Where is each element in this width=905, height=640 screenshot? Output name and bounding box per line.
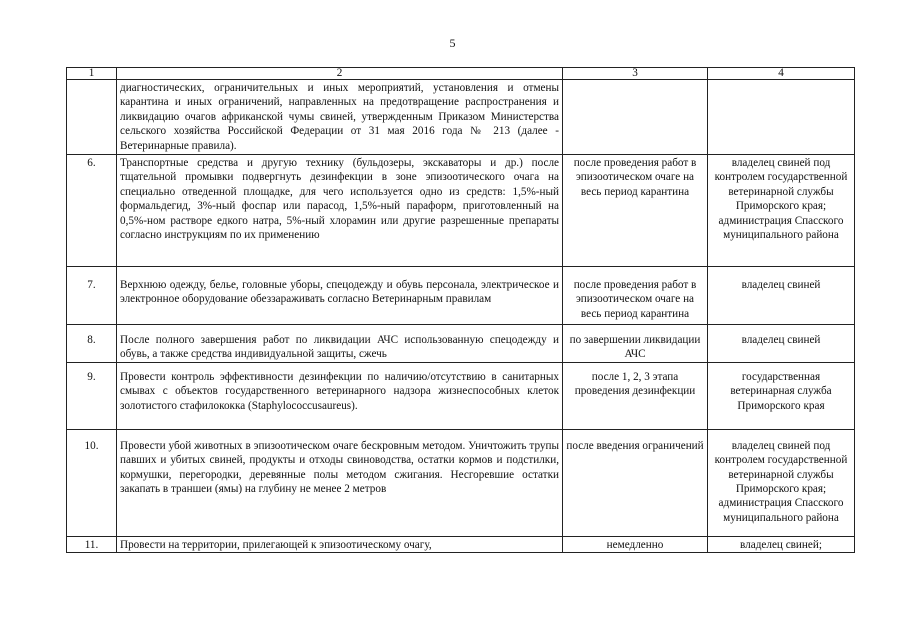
measure-description: диагностических, ограничительных и иных мероприятий, установления и отмены карантина и иных ограничений, направленных на предотвращение распространения и ликвидацию очагов африканской чумы свиней, утвержденным Приказом Министерства сельского хозяйства Российской Федерации от 31 мая 2016 года № 213 (далее - Ветеринарные правила). bbox=[117, 80, 563, 155]
measure-term: после 1, 2, 3 этапа проведения дезинфекции bbox=[563, 362, 708, 429]
row-number: 6. bbox=[67, 155, 117, 267]
row-number: 10. bbox=[67, 429, 117, 536]
measure-description: Провести убой животных в эпизоотическом очаге бескровным методом. Уничтожить трупы павших и убитых свиней, продукты и отходы свиноводства, остатки кормов и подстилки, кормушки, перегородки, деревянные полы методом сжигания. Несгоревшие остатки закапать в траншеи (ямы) на глубину не менее 2 метров bbox=[117, 429, 563, 536]
measure-responsible: владелец свиней bbox=[708, 325, 855, 363]
column-header: 1 bbox=[67, 68, 117, 80]
measure-responsible bbox=[708, 80, 855, 155]
table-row bbox=[67, 429, 855, 536]
table-header-row bbox=[67, 68, 855, 80]
measure-description: После полного завершения работ по ликвидации АЧС использованную спецодежду и обувь, а также средства индивидуальной защиты, сжечь bbox=[117, 325, 563, 363]
measure-term bbox=[563, 80, 708, 155]
table-row bbox=[67, 536, 855, 552]
row-number: 7. bbox=[67, 267, 117, 325]
measure-responsible: владелец свиней bbox=[708, 267, 855, 325]
measure-description: Провести на территории, прилегающей к эпизоотическому очагу, bbox=[117, 536, 563, 552]
measures-table bbox=[66, 67, 855, 553]
measure-description: Провести контроль эффективности дезинфекции по наличию/отсутствию в санитарных смывах с объектов государственного ветеринарного надзора жизнеспособных клеток золотистого стафилококка (Staphylococcusaureus). bbox=[117, 362, 563, 429]
table-row bbox=[67, 362, 855, 429]
column-header: 3 bbox=[563, 68, 708, 80]
page-number: 5 bbox=[449, 36, 456, 50]
table-row bbox=[67, 155, 855, 267]
table-row bbox=[67, 267, 855, 325]
row-number: 9. bbox=[67, 362, 117, 429]
measure-description: Верхнюю одежду, белье, головные уборы, спецодежду и обувь персонала, электрическое и электронное оборудование обеззараживать согласно Ветеринарным правилам bbox=[117, 267, 563, 325]
table-row bbox=[67, 80, 855, 155]
column-header: 4 bbox=[708, 68, 855, 80]
row-number: 8. bbox=[67, 325, 117, 363]
measure-term: после проведения работ в эпизоотическом очаге на весь период карантина bbox=[563, 267, 708, 325]
measure-responsible: государственная ветеринарная служба Приморского края bbox=[708, 362, 855, 429]
row-number: 11. bbox=[67, 536, 117, 552]
measure-responsible: владелец свиней под контролем государственной ветеринарной службы Приморского края; администрация Спасского муниципального района bbox=[708, 155, 855, 267]
row-number bbox=[67, 80, 117, 155]
measure-responsible: владелец свиней; bbox=[708, 536, 855, 552]
table-row bbox=[67, 325, 855, 363]
measure-term: немедленно bbox=[563, 536, 708, 552]
measure-term: по завершении ликвидации АЧС bbox=[563, 325, 708, 363]
measure-responsible: владелец свиней под контролем государственной ветеринарной службы Приморского края; администрация Спасского муниципального района bbox=[708, 429, 855, 536]
measure-term: после проведения работ в эпизоотическом очаге на весь период карантина bbox=[563, 155, 708, 267]
column-header: 2 bbox=[117, 68, 563, 80]
measure-term: после введения ограничений bbox=[563, 429, 708, 536]
measure-description: Транспортные средства и другую технику (бульдозеры, экскаваторы и др.) после тщательной промывки подвергнуть дезинфекции в зоне эпизоотического очага на специально отведенной площадке, для чего используется одно из средств: 1,5%-ный формальдегид, 3%-ный фоспар или парасод, 1,5%-ный параформ, приготовленный на 0,5%-ном растворе едкого натра, 5%-ный хлорамин или другие разрешенные препараты согласно инструкциям по их применению bbox=[117, 155, 563, 267]
